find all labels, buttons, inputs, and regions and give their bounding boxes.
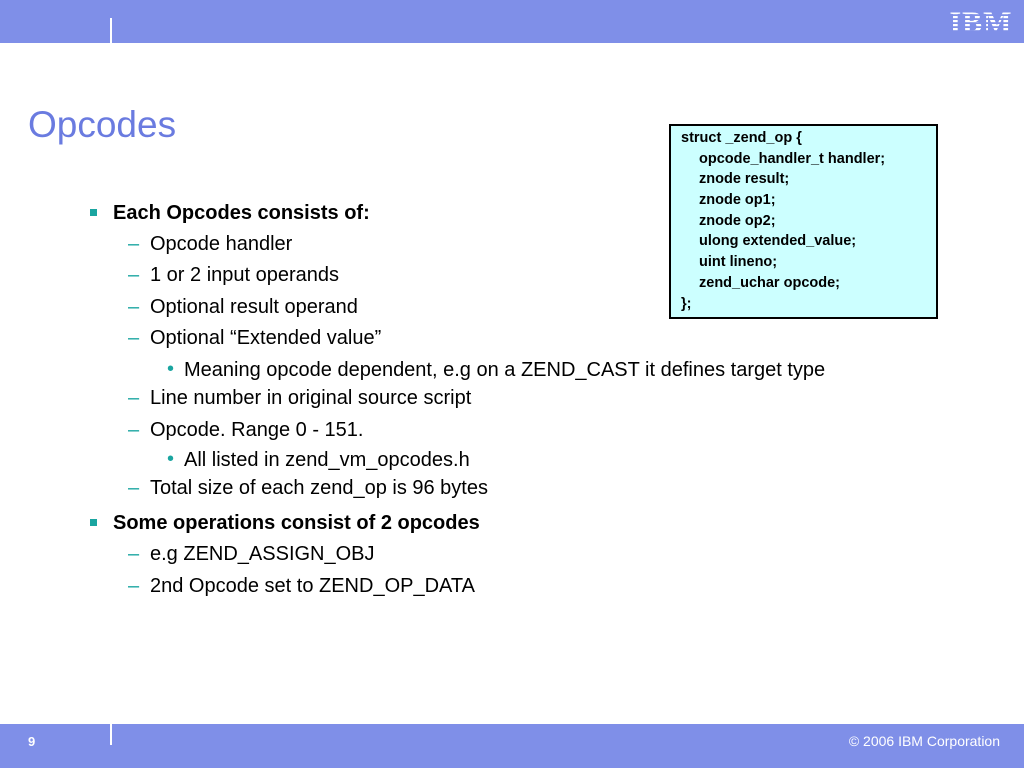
dash-bullet-icon: –	[128, 233, 140, 255]
sub-sub-bullet-item	[167, 358, 826, 382]
code-line: opcode_handler_t handler;	[699, 150, 886, 167]
sub-bullet-item	[128, 387, 472, 410]
copyright-text: © 2006 IBM Corporation	[848, 733, 1000, 749]
sub-bullet-item	[128, 575, 475, 598]
dash-bullet-icon: –	[128, 296, 140, 318]
sub-bullet-item	[128, 419, 364, 442]
header-divider-tick	[110, 18, 112, 43]
code-line: znode result;	[699, 171, 790, 188]
sub-bullet-item	[128, 327, 382, 350]
dash-bullet-icon: –	[128, 419, 140, 441]
dash-bullet-icon: –	[128, 327, 140, 349]
bullet-text: 2nd Opcode set to ZEND_OP_DATA	[150, 575, 475, 597]
code-line: ulong extended_value;	[699, 233, 857, 250]
bullet-text: Optional “Extended value”	[150, 327, 382, 349]
sub-bullet-item	[128, 543, 375, 566]
dash-bullet-icon: –	[128, 575, 140, 597]
bullet-text: 1 or 2 input operands	[150, 264, 340, 286]
dash-bullet-icon: –	[128, 543, 140, 565]
sub-bullet-item	[128, 264, 340, 287]
sub-bullet-item	[128, 296, 358, 319]
bullet-text: Optional result operand	[150, 296, 358, 318]
code-line: };	[681, 295, 692, 312]
bullet-text: Meaning opcode dependent, e.g on a ZEND_CAST it defines target type	[184, 359, 826, 381]
footer-divider-tick	[110, 724, 112, 745]
code-box	[669, 124, 938, 319]
bullet-item	[113, 202, 370, 225]
bullet-item	[113, 512, 480, 535]
code-line: uint lineno;	[699, 254, 778, 271]
code-line: struct _zend_op {	[681, 130, 802, 146]
code-line: znode op1;	[699, 192, 776, 209]
ibm-logo-icon	[945, 4, 1017, 38]
bullet-text: All listed in zend_vm_opcodes.h	[184, 449, 470, 471]
bullet-text: Line number in original source script	[150, 387, 472, 409]
bullet-text: Total size of each zend_op is 96 bytes	[150, 477, 488, 499]
dot-bullet-icon: •	[167, 358, 175, 380]
dash-bullet-icon: –	[128, 264, 140, 286]
bullet-text: Each Opcodes consists of:	[113, 202, 370, 224]
sub-bullet-item	[128, 477, 488, 500]
bottom-footer-bar	[0, 724, 1024, 768]
slide-title: Opcodes	[28, 104, 177, 145]
square-bullet-icon	[90, 519, 97, 526]
bullet-text: Opcode. Range 0 - 151.	[150, 419, 364, 441]
dot-bullet-icon: •	[167, 448, 175, 470]
square-bullet-icon	[90, 209, 97, 216]
sub-bullet-item	[128, 233, 293, 256]
dash-bullet-icon: –	[128, 477, 140, 499]
top-header-bar	[0, 0, 1024, 43]
bullet-text: Opcode handler	[150, 233, 293, 255]
bullet-text: e.g ZEND_ASSIGN_OBJ	[150, 543, 375, 565]
code-line: zend_uchar opcode;	[699, 274, 840, 291]
page-number: 9	[28, 734, 36, 749]
bullet-text: Some operations consist of 2 opcodes	[113, 512, 480, 534]
code-line: znode op2;	[699, 212, 776, 229]
dash-bullet-icon: –	[128, 387, 140, 409]
sub-sub-bullet-item	[167, 448, 470, 472]
